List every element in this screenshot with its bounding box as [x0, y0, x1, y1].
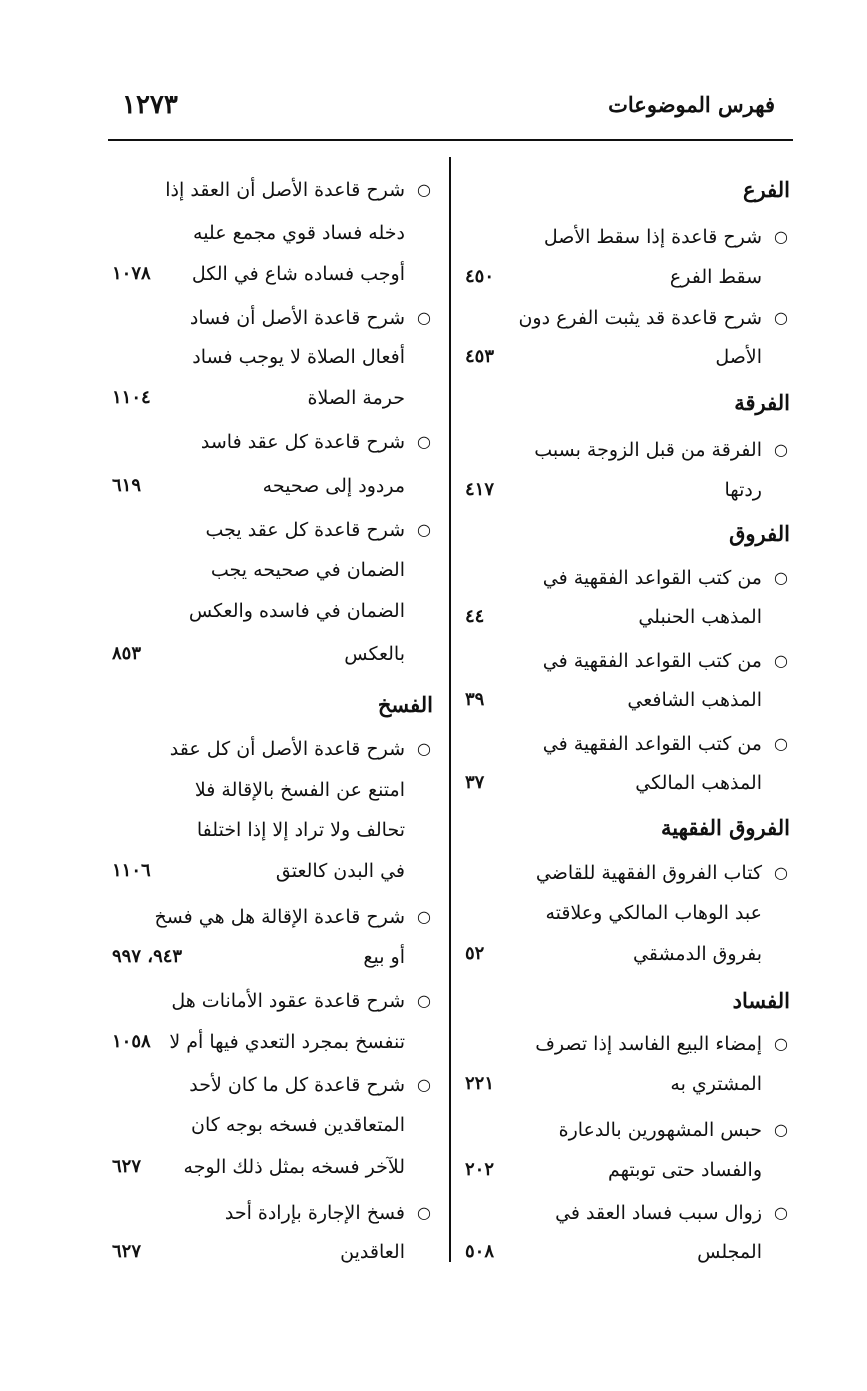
left-entry-line: [100, 729, 445, 769]
entry-text: بالعكس: [344, 643, 405, 665]
entry-text: الضمان في فاسده والعكس: [188, 600, 405, 622]
bullet-circle-icon: ○: [774, 651, 788, 670]
bullet-circle-icon: ○: [417, 1075, 431, 1094]
entry-text: شرح قاعدة عقود الأمانات هل: [171, 990, 405, 1012]
entry-text: من كتب القواعد الفقهية في: [542, 733, 762, 755]
bullet-circle-icon: ○: [417, 1203, 431, 1222]
heading-text: الفرع: [743, 177, 790, 202]
left-entry-line: [100, 1193, 445, 1233]
entry-text: المجلس: [697, 1241, 762, 1263]
right-entry-line: [455, 853, 800, 893]
entry-text: بفروق الدمشقي: [633, 943, 762, 965]
entry-text: شرح قاعدة الإقالة هل هي فسخ: [154, 906, 405, 928]
right-entry-line: [455, 724, 800, 764]
bullet-circle-icon: ○: [417, 907, 431, 926]
entry-text: مردود إلى صحيحه: [262, 475, 405, 497]
entry-text: أفعال الصلاة لا يوجب فساد: [192, 346, 405, 368]
left-entry-line: [100, 466, 445, 506]
left-entry-line: [100, 422, 445, 462]
heading-text: الفساد: [732, 988, 790, 1013]
bullet-circle-icon: ○: [417, 180, 431, 199]
entry-text: شرح قاعدة إذا سقط الأصل: [543, 226, 762, 248]
right-entry-line: [455, 1024, 800, 1064]
entry-text: والفساد حتى توبتهم: [608, 1159, 762, 1181]
left-entry-line: [100, 337, 445, 377]
heading-text: الفروق الفقهية: [661, 815, 790, 840]
bullet-circle-icon: ○: [417, 739, 431, 758]
entry-text: من كتب القواعد الفقهية في: [542, 650, 762, 672]
entry-text: دخله فساد قوي مجمع عليه: [193, 222, 405, 244]
entry-text: أو بيع: [363, 946, 405, 968]
bullet-circle-icon: ○: [774, 1120, 788, 1139]
entry-text: سقط الفرع: [669, 266, 762, 288]
entry-text: تنفسخ بمجرد التعدي فيها أم لا: [169, 1031, 405, 1053]
right-entry-line: [455, 893, 800, 933]
entry-text: شرح قاعدة الأصل أن فساد: [189, 307, 405, 329]
bullet-circle-icon: ○: [774, 863, 788, 882]
entry-text: ردتها: [724, 479, 762, 501]
left-entry-line: [100, 770, 445, 810]
right-entry-line: [455, 257, 800, 297]
bullet-circle-icon: ○: [417, 991, 431, 1010]
left-entry-line: [100, 1232, 445, 1272]
heading-text: الفروق: [729, 521, 790, 546]
entry-text: الضمان في صحيحه يجب: [210, 559, 405, 581]
page-reference: ٦٢٧: [112, 1156, 142, 1177]
bullet-circle-icon: ○: [417, 432, 431, 451]
page-reference: ٩٤٣، ٩٩٧: [112, 946, 183, 967]
bullet-circle-icon: ○: [774, 440, 788, 459]
entry-text: امتنع عن الفسخ بالإقالة فلا: [194, 779, 405, 801]
page-number: ١٢٧٣: [122, 90, 178, 120]
index-column-left: [100, 0, 445, 1391]
entry-text: المشتري به: [670, 1073, 762, 1095]
entry-text: الفرقة من قبل الزوجة بسبب: [534, 439, 762, 461]
left-entry-line: [100, 1105, 445, 1145]
bullet-circle-icon: ○: [774, 1203, 788, 1222]
right-entry-line: [455, 430, 800, 470]
bullet-circle-icon: ○: [774, 227, 788, 246]
page-reference: ١٠٧٨: [112, 263, 151, 284]
bullet-circle-icon: ○: [774, 734, 788, 753]
entry-text: شرح قاعدة كل ما كان لأحد: [189, 1074, 405, 1096]
heading-text: الفرقة: [734, 390, 790, 415]
page-reference: ١١٠٤: [112, 387, 151, 408]
left-entry-line: [100, 378, 445, 418]
right-section-heading: [455, 514, 800, 554]
entry-text: العاقدين: [340, 1241, 405, 1263]
bullet-circle-icon: ○: [417, 520, 431, 539]
right-entry-line: [455, 217, 800, 257]
left-entry-line: [100, 634, 445, 674]
right-section-heading: [455, 383, 800, 423]
left-entry-line: [100, 981, 445, 1021]
right-entry-line: [455, 1193, 800, 1233]
index-column-right: [455, 0, 800, 1391]
right-entry-line: [455, 1232, 800, 1272]
left-entry-line: [100, 550, 445, 590]
left-entry-line: [100, 937, 445, 977]
page-reference: ٥٠٨: [465, 1241, 495, 1262]
left-entry-line: [100, 298, 445, 338]
entry-text: أوجب فساده شاع في الكل: [191, 263, 405, 285]
entry-text: المذهب المالكي: [635, 772, 762, 794]
page-reference: ٨٥٣: [112, 643, 142, 664]
page-reference: ٤٥٣: [465, 346, 495, 367]
right-entry-line: [455, 558, 800, 598]
page-reference: ٣٧: [465, 772, 485, 793]
entry-text: حبس المشهورين بالدعارة: [558, 1119, 762, 1141]
entry-text: تحالف ولا تراد إلا إذا اختلفا: [196, 819, 405, 841]
page-reference: ٤١٧: [465, 479, 495, 500]
right-entry-line: [455, 470, 800, 510]
entry-text: شرح قاعدة الأصل أن العقد إذا: [165, 179, 405, 201]
right-section-heading: [455, 170, 800, 210]
entry-text: شرح قاعدة كل عقد فاسد: [200, 431, 405, 453]
left-entry-line: [100, 510, 445, 550]
entry-text: شرح قاعدة قد يثبت الفرع دون: [518, 307, 762, 329]
entry-text: المذهب الشافعي: [627, 689, 762, 711]
left-entry-line: [100, 1065, 445, 1105]
left-entry-line: [100, 254, 445, 294]
entry-text: المتعاقدين فسخه بوجه كان: [191, 1114, 405, 1136]
page-reference: ٢٢١: [465, 1073, 495, 1094]
bullet-circle-icon: ○: [774, 1034, 788, 1053]
right-entry-line: [455, 337, 800, 377]
left-entry-line: [100, 851, 445, 891]
left-entry-line: [100, 591, 445, 631]
entry-text: إمضاء البيع الفاسد إذا تصرف: [535, 1033, 762, 1055]
right-section-heading: [455, 981, 800, 1021]
page-reference: ٥٢: [465, 943, 485, 964]
entry-text: كتاب الفروق الفقهية للقاضي: [535, 862, 762, 884]
running-header-title: فهرس الموضوعات: [608, 92, 775, 117]
entry-text: الأصل: [715, 346, 762, 368]
right-entry-line: [455, 934, 800, 974]
page-reference: ١٠٥٨: [112, 1031, 151, 1052]
left-entry-line: [100, 897, 445, 937]
entry-text: زوال سبب فساد العقد في: [555, 1202, 762, 1224]
right-entry-line: [455, 763, 800, 803]
entry-text: شرح قاعدة الأصل أن كل عقد: [169, 738, 405, 760]
page-reference: ٦١٩: [112, 475, 142, 496]
entry-text: شرح قاعدة كل عقد يجب: [205, 519, 405, 541]
left-entry-line: [100, 213, 445, 253]
entry-text: المذهب الحنبلي: [638, 606, 762, 628]
right-entry-line: [455, 597, 800, 637]
left-entry-line: [100, 1022, 445, 1062]
right-section-heading: [455, 808, 800, 848]
heading-text: الفسخ: [377, 692, 433, 717]
right-entry-line: [455, 1150, 800, 1190]
bullet-circle-icon: ○: [774, 308, 788, 327]
page-reference: ٤٤: [465, 606, 485, 627]
entry-text: للآخر فسخه بمثل ذلك الوجه: [183, 1156, 405, 1178]
column-divider: [449, 157, 451, 1262]
page-reference: ١١٠٦: [112, 860, 151, 881]
right-entry-line: [455, 680, 800, 720]
right-entry-line: [455, 298, 800, 338]
right-entry-line: [455, 1110, 800, 1150]
entry-text: فسخ الإجارة بإرادة أحد: [224, 1202, 405, 1224]
left-entry-line: [100, 1147, 445, 1187]
right-entry-line: [455, 1064, 800, 1104]
page-reference: ٣٩: [465, 689, 485, 710]
page-reference: ٦٢٧: [112, 1241, 142, 1262]
bullet-circle-icon: ○: [774, 568, 788, 587]
entry-text: عبد الوهاب المالكي وعلاقته: [545, 902, 762, 924]
left-section-heading: [100, 685, 445, 725]
page-reference: ٤٥٠: [465, 266, 495, 287]
entry-text: في البدن كالعتق: [275, 860, 405, 882]
entry-text: من كتب القواعد الفقهية في: [542, 567, 762, 589]
bullet-circle-icon: ○: [417, 308, 431, 327]
left-entry-line: [100, 170, 445, 210]
left-entry-line: [100, 810, 445, 850]
page-reference: ٢٠٢: [465, 1159, 495, 1180]
right-entry-line: [455, 641, 800, 681]
entry-text: حرمة الصلاة: [307, 387, 405, 409]
